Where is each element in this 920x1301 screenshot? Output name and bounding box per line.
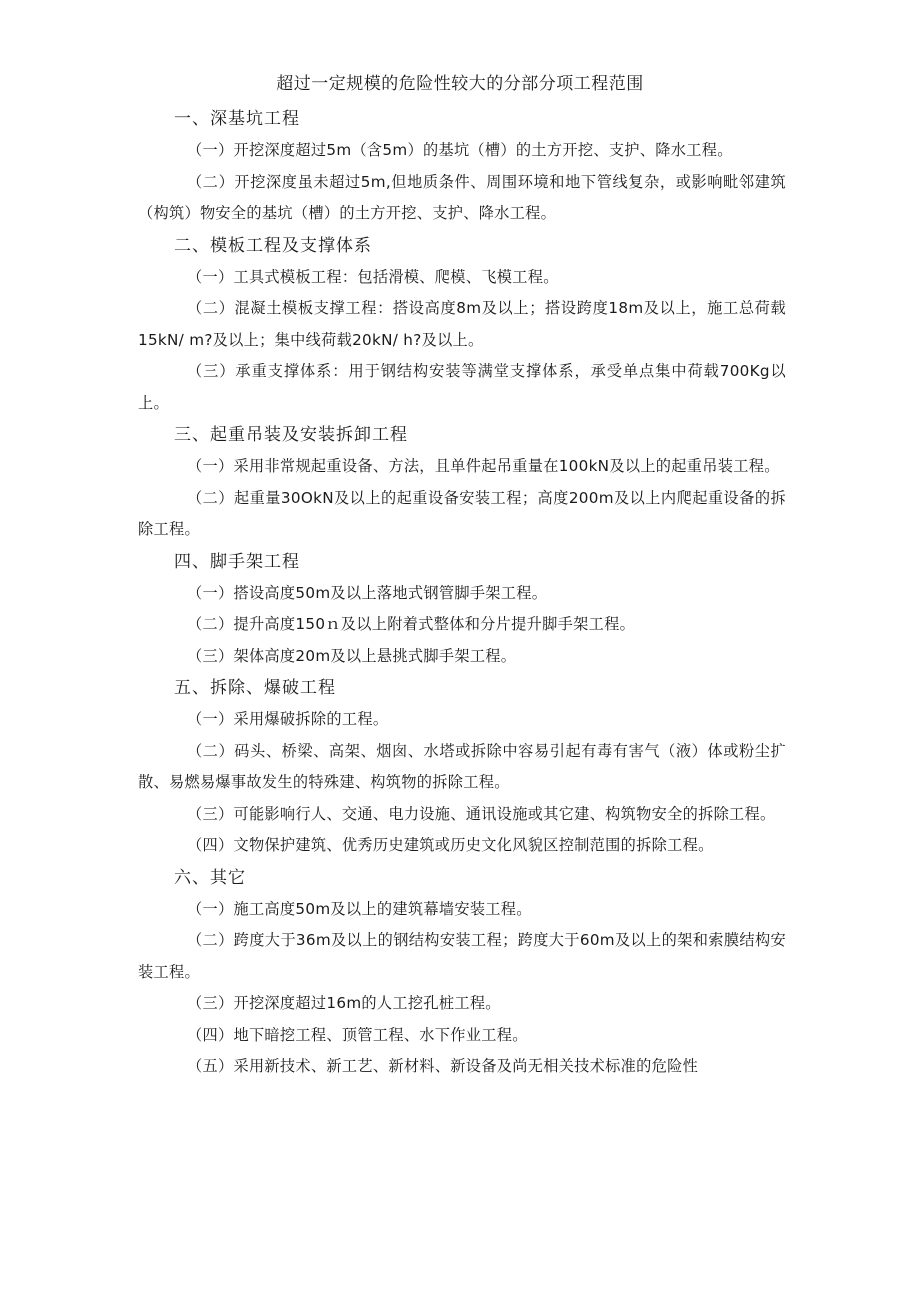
paragraph: （五）采用新技术、新工艺、新材料、新设备及尚无相关技术标准的危险性	[187, 1057, 699, 1075]
section-heading: 六、其它	[174, 867, 246, 888]
paragraph: （三）开挖深度超过16m的人工挖孔桩工程。	[187, 994, 501, 1012]
paragraph: （四）文物保护建筑、优秀历史建筑或历史文化风貌区控制范围的拆除工程。	[187, 836, 714, 854]
paragraph: （一）采用爆破拆除的工程。	[187, 710, 389, 728]
section-heading: 三、起重吊装及安装拆卸工程	[174, 425, 408, 445]
section-hoisting	[138, 419, 786, 546]
section-formwork	[138, 230, 786, 420]
paragraph: （一）工具式模板工程：包括滑模、爬模、飞模工程。	[187, 267, 559, 286]
section-heading: 五、拆除、爆破工程	[174, 678, 336, 698]
paragraph: （二）跨度大于36m及以上的钢结构安装工程；跨度大于60m及以上的架和索膜结构安装工程。	[138, 931, 786, 981]
section-heading: 一、深基坑工程	[174, 109, 300, 129]
paragraph: （二）开挖深度虽未超过5m,但地质条件、周围环境和地下管线复杂，或影响毗邻建筑（构筑）物安全的基坑（槽）的土方开挖、支护、降水工程。	[138, 172, 786, 222]
paragraph: （二）起重量30OkN及以上的起重设备安装工程；高度200m及以上内爬起重设备的拆除工程。	[138, 488, 786, 538]
section-deep-foundation-pit	[138, 103, 786, 230]
paragraph: （二）提升高度150ｎ及以上附着式整体和分片提升脚手架工程。	[187, 615, 636, 633]
document-title: 超过一定规模的危险性较大的分部分项工程范围	[276, 74, 644, 94]
paragraph: （四）地下暗挖工程、顶管工程、水下作业工程。	[187, 1025, 528, 1044]
section-scaffolding	[138, 546, 786, 673]
paragraph: （一）搭设高度50m及以上落地式钢管脚手架工程。	[187, 583, 548, 602]
paragraph: （三）可能影响行人、交通、电力设施、通讯设施或其它建、构筑物安全的拆除工程。	[187, 804, 776, 823]
section-demolition-blasting	[138, 672, 786, 862]
paragraph: （一）采用非常规起重设备、方法，且单件起吊重量在100kN及以上的起重吊装工程。	[187, 457, 780, 475]
paragraph: （三）架体高度20m及以上悬挑式脚手架工程。	[187, 646, 517, 665]
section-others	[138, 862, 786, 1083]
paragraph: （三）承重支撑体系：用于钢结构安装等满堂支撑体系，承受单点集中荷载700Kg以上。	[138, 362, 786, 412]
paragraph: （二）混凝土模板支撑工程：搭设高度8m及以上；搭设跨度18m及以上，施工总荷载15kN∕ m?及以上；集中线荷载20kN∕ h?及以上。	[138, 299, 786, 349]
section-heading: 四、脚手架工程	[174, 551, 300, 572]
paragraph: （一）开挖深度超过5m（含5m）的基坑（槽）的土方开挖、支护、降水工程。	[187, 141, 733, 159]
paragraph: （一）施工高度50m及以上的建筑幕墙安装工程。	[187, 899, 532, 918]
paragraph: （二）码头、桥梁、高架、烟囱、水塔或拆除中容易引起有毒有害气（液）体或粉尘扩散、易燃易爆事故发生的特殊建、构筑物的拆除工程。	[138, 741, 786, 791]
section-heading: 二、模板工程及支撑体系	[174, 235, 372, 256]
document-body	[138, 103, 786, 1083]
